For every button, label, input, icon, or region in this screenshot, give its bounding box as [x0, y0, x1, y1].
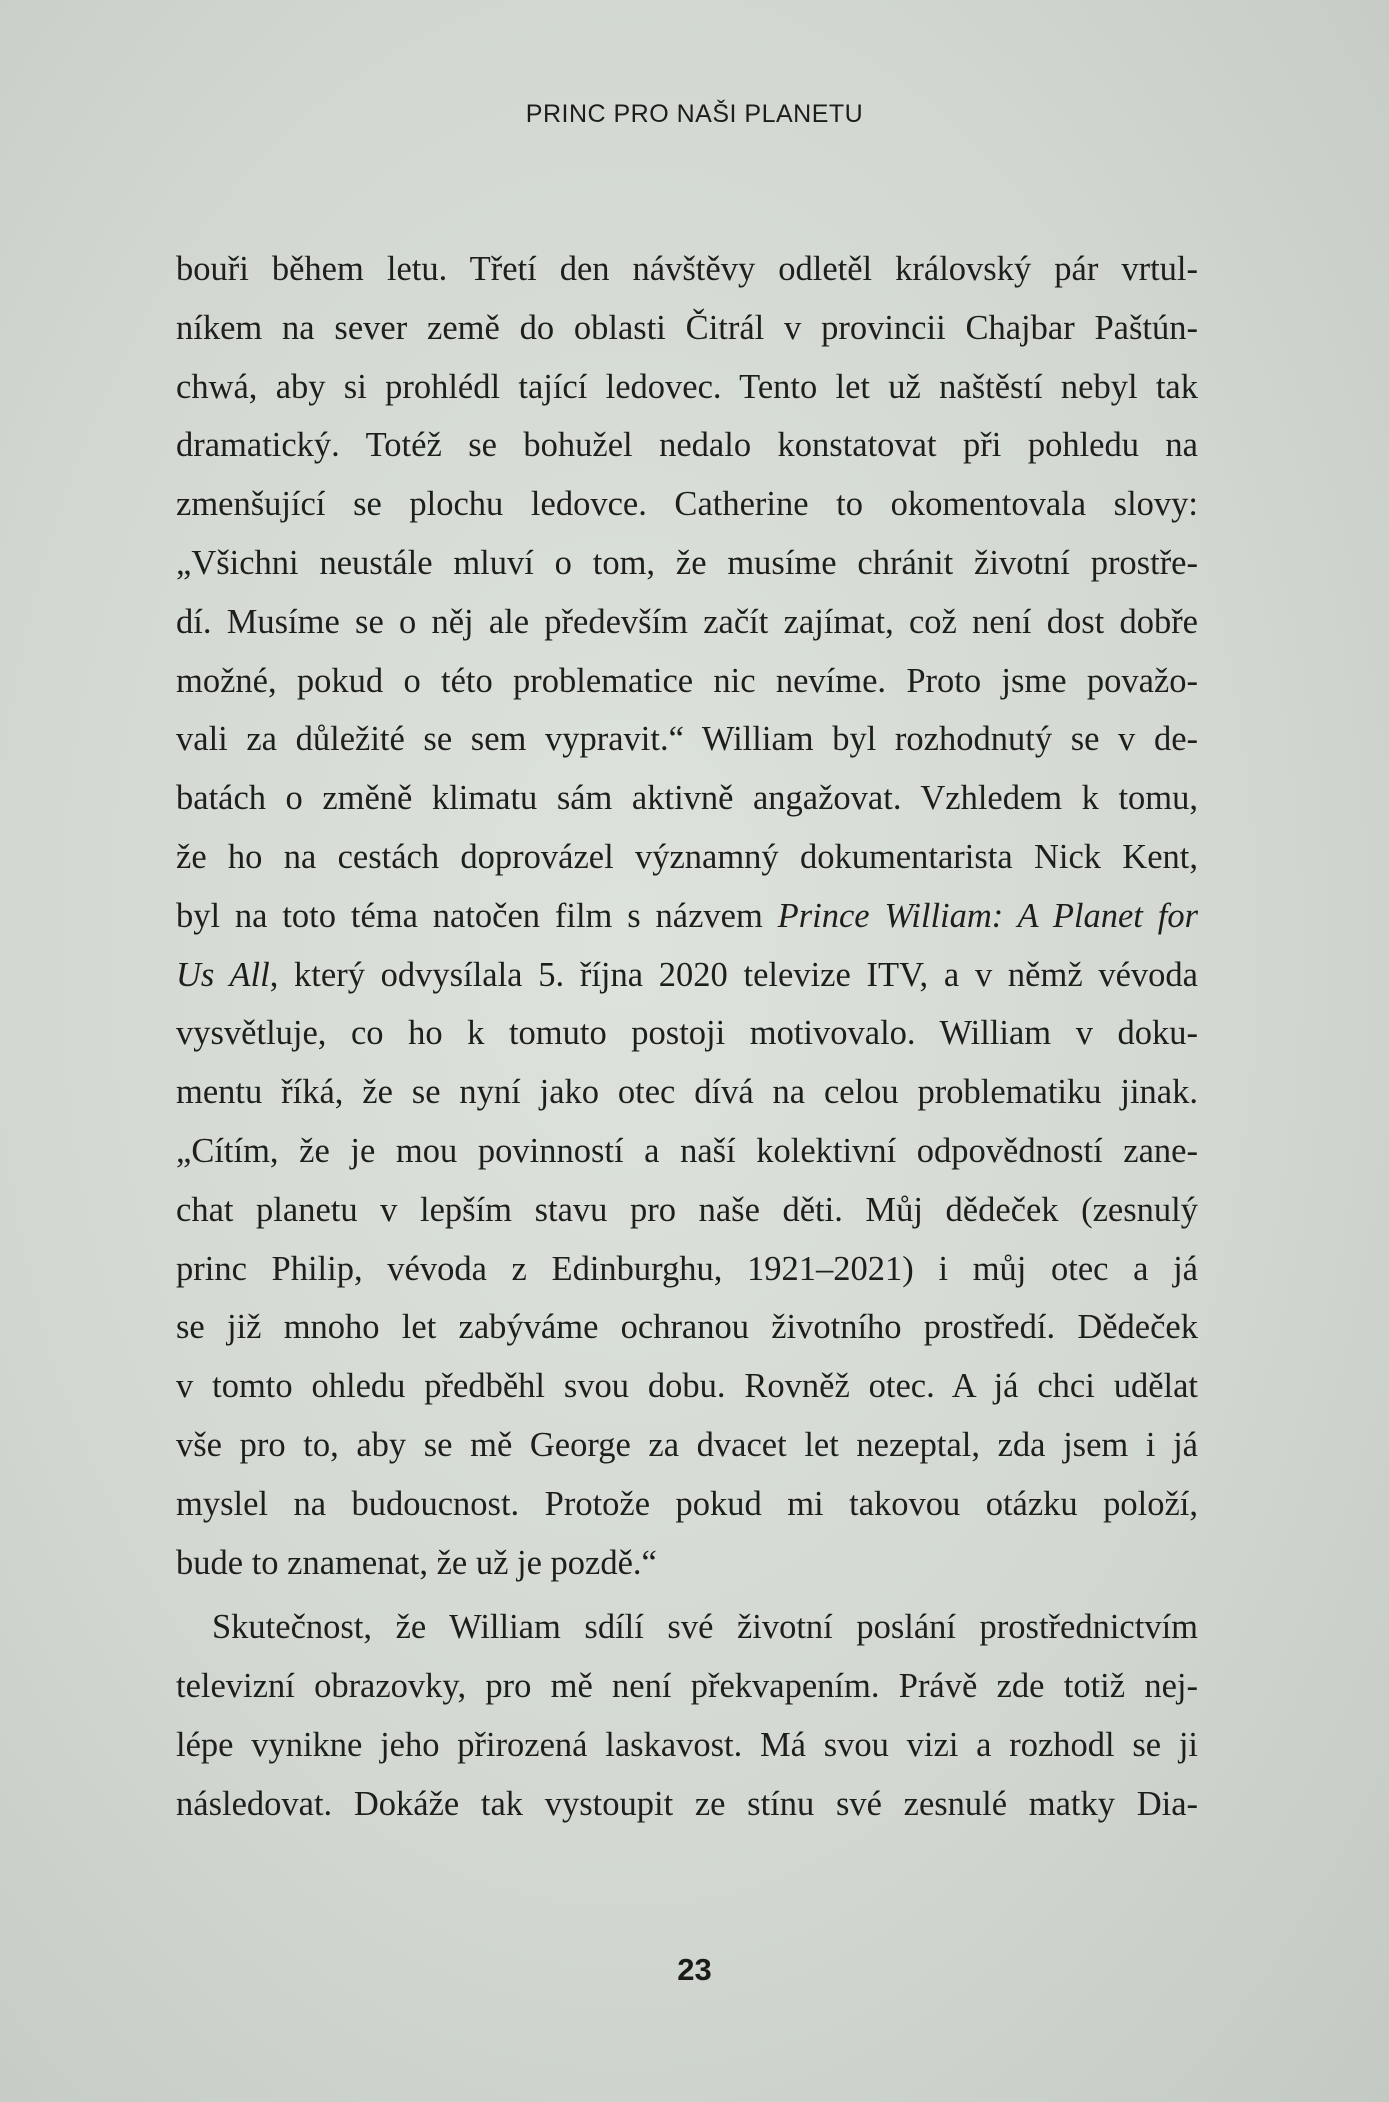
text-line: myslel na budoucnost. Protože pokud mi takovou otázku položí, — [176, 1484, 1198, 1523]
text-line: batách o změně klimatu sám aktivně angažovat. Vzhledem k tomu, — [176, 779, 1198, 818]
text-line: níkem na sever země do oblasti Čitrál v provincii Chajbar Paštún- — [176, 308, 1198, 347]
text-line: chwá, aby si prohlédl tající ledovec. Tento let už naštěstí nebyl tak — [176, 367, 1198, 406]
text-line: televizní obrazovky, pro mě není překvapením. Právě zde totiž nej- — [176, 1667, 1198, 1706]
text-line: „Všichni neustále mluví o tom, že musíme chránit životní prostře- — [176, 543, 1198, 582]
text-line: vše pro to, aby se mě George za dvacet let nezeptal, zda jsem i já — [176, 1425, 1198, 1464]
text-line: následovat. Dokáže tak vystoupit ze stínu své zesnulé matky Dia- — [176, 1784, 1198, 1823]
text-line: „Cítím, že je mou povinností a naší kolektivní odpovědností zane- — [176, 1131, 1198, 1170]
text-line-with-film-title — [176, 887, 1198, 946]
text-line: lépe vynikne jeho přirozená laskavost. Má svou vizi a rozhodl se ji — [176, 1725, 1198, 1764]
text-line-with-film-title — [176, 946, 1198, 1005]
text-line: se již mnoho let zabýváme ochranou životního prostředí. Dědeček — [176, 1308, 1198, 1347]
text-line: v tomto ohledu předběhl svou dobu. Rovněž otec. A já chci udělat — [176, 1367, 1198, 1406]
text-segment: byl na toto téma natočen film s názvem — [176, 896, 778, 935]
text-line-paragraph-start: Skutečnost, že William sdílí své životní poslání prostřednictvím — [212, 1608, 1198, 1647]
running-head-title: PRINC PRO NAŠI PLANETU — [525, 100, 864, 128]
text-line: mentu říká, že se nyní jako otec dívá na celou problematiku jinak. — [176, 1073, 1198, 1112]
text-line: zmenšující se plochu ledovce. Catherine to okomentovala slovy: — [176, 485, 1198, 524]
text-line: že ho na cestách doprovázel významný dokumentarista Nick Kent, — [176, 837, 1198, 876]
film-title-italic: Prince William: A Planet for — [777, 896, 1198, 935]
text-line: vali za důležité se sem vypravit.“ William byl rozhodnutý se v de- — [176, 720, 1198, 759]
text-line-paragraph-end: bude to znamenat, že už je pozdě.“ — [176, 1543, 657, 1582]
text-line: princ Philip, vévoda z Edinburghu, 1921–2021) i můj otec a já — [176, 1249, 1198, 1288]
text-segment: , který odvysílala 5. října 2020 televize ITV, a v němž vévoda — [269, 955, 1198, 994]
body-text — [176, 240, 1198, 1834]
text-line: dramatický. Totéž se bohužel nedalo konstatovat při pohledu na — [176, 426, 1198, 465]
text-line: možné, pokud o této problematice nic nevíme. Proto jsme považo- — [176, 661, 1198, 700]
text-line: vysvětluje, co ho k tomuto postoji motivovalo. William v doku- — [176, 1014, 1198, 1053]
text-line: bouři během letu. Třetí den návštěvy odletěl královský pár vrtul- — [176, 250, 1198, 288]
page-number: 23 — [677, 1952, 712, 1987]
text-line: dí. Musíme se o něj ale především začít zajímat, což není dost dobře — [176, 602, 1198, 641]
text-line: chat planetu v lepším stavu pro naše děti. Můj dědeček (zesnulý — [176, 1190, 1198, 1229]
film-title-italic: Us All — [176, 955, 270, 994]
